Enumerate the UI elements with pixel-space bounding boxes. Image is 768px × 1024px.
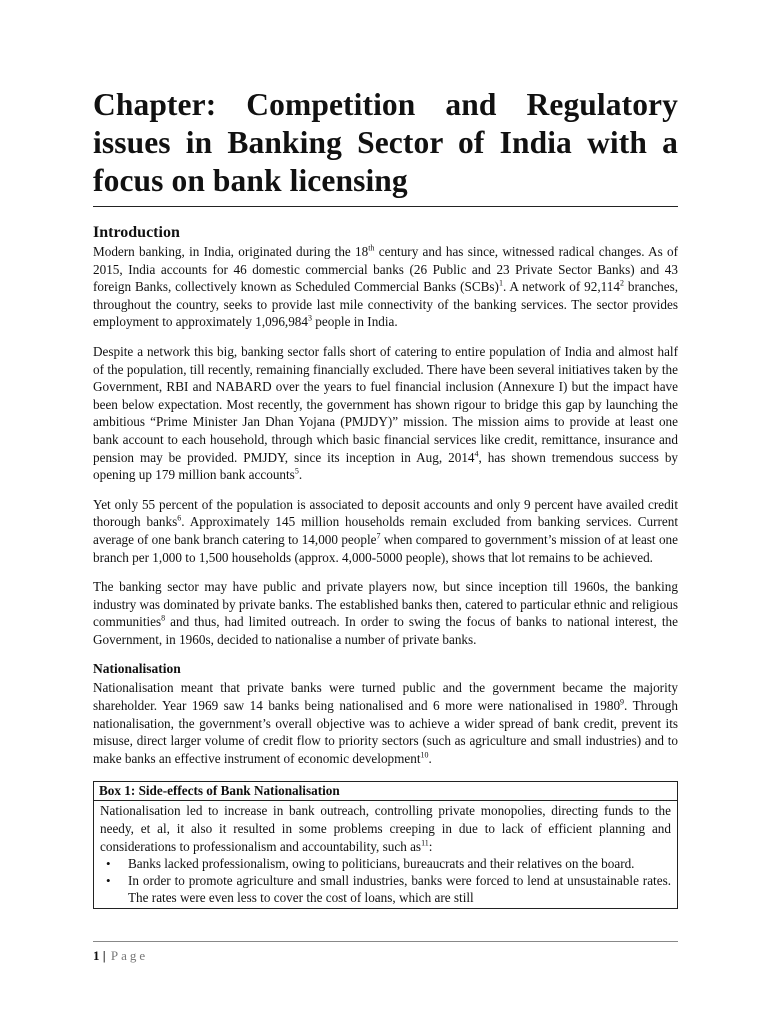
- section-heading-nationalisation: Nationalisation: [93, 661, 181, 677]
- box-intro-text: Nationalisation led to increase in bank outreach, controlling private monopolies, directing funds to the needy, et al, it also it resulted in some problems creeping in due to lack of efficient planning and considerations to professionalism and accountability, such $as^{11}$:: [100, 803, 671, 854]
- box-bullet-list: [100, 855, 671, 906]
- side-effects-box: [93, 781, 678, 909]
- footer-separator: |: [99, 948, 109, 963]
- paragraph-intro-4: The banking sector may have public and private players now, but since inception till 1960s, the banking industry was dominated by private banks. The established banks then, catered to particular ethnic and religious communities$^8$ and thus, had limited outreach. In order to swing the focus of banks to national interest, the Government, in 1960s, decided to nationalise a number of private banks.: [93, 579, 678, 647]
- paragraph-intro-2: Despite a network this big, banking sector falls short of catering to entire population of India and almost half of the population, till recently, remaining financially excluded. There have been several initiatives taken by the Government, RBI and NABARD over the years to fuel financial inclusion (Annexure I) but the impact have been below expectation. Most recently, the government has shown rigour to bridge this gap by launching the ambitious “Prime Minister Jan Dhan Yojana (PMJDY)” mission. The mission aims to provide at least one bank account to each household, through which basic financial services like credit, remittance, insurance and pension may be provided. PMJDY, since its inception in Aug, 2014$^4$, has shown tremendous success by opening up 179 million bank accounts$^5$.: [93, 343, 679, 483]
- box-body: [94, 801, 677, 908]
- footer-divider: [93, 941, 678, 942]
- document-page: [93, 86, 678, 909]
- title-divider: [93, 206, 678, 207]
- bullet-icon: •: [106, 856, 111, 872]
- page-number: 1: [93, 948, 100, 963]
- chapter-title: Chapter: Competition and Regulatory issues in Banking Sector of India with a focus on bank licensing: [93, 87, 678, 198]
- bullet-icon: •: [106, 873, 111, 889]
- section-heading-introduction: Introduction: [93, 224, 180, 241]
- list-item: • Banks lacked professionalism, owing to politicians, bureaucrats and their relatives on the board.: [106, 856, 635, 872]
- paragraph-intro-3: Yet only 55 percent of the population is associated to deposit accounts and only 9 percent have availed credit thorough banks$^6$. Approximately 145 million households remain excluded from banking services. Current average of one bank branch catering to 14,000 people$^7$ when compared to government’s mission of at least one branch per 1,000 to 1,500 households (approx. 4,000-5000 people), shows that lot remains to be achieved.: [93, 496, 678, 565]
- paragraph-nationalisation: Nationalisation meant that private banks were turned public and the government became the majority shareholder. Year 1969 saw 14 banks being nationalised and 6 more were nationalised in 1980$^9$. Through nationalisation, the government’s overall objective was to achieve a wider spread of bank credit, prevent its misuse, direct larger volume of credit flow to priority sectors (such as agriculture and small industries) and to make banks an effective instrument of economic development$^{10}$.: [93, 680, 678, 766]
- box-heading: Box 1: Side-effects of Bank Nationalisation: [94, 782, 677, 801]
- page-footer: [93, 948, 148, 964]
- page-label: Page: [110, 948, 149, 963]
- paragraph-intro-1: Modern banking, in India, originated during the 18th century and has since, witnessed radical changes. As of 2015, India accounts for 46 domestic commercial banks (26 Public and 23 Private Sector Banks) and 43 foreign Banks, collectively known as Scheduled Commercial Banks (SCBs)$^1$. A network of 92,114$^2$ branches, throughout the country, seeks to provide last mile connectivity of the banking services. The sector provides employment to approximately 1,096,984$^3$ people in India.: [93, 243, 679, 330]
- list-item: • In order to promote agriculture and small industries, banks were forced to lend at unsustainable rates. The rates were even less to cover the cost of loans, which are still: [106, 873, 671, 906]
